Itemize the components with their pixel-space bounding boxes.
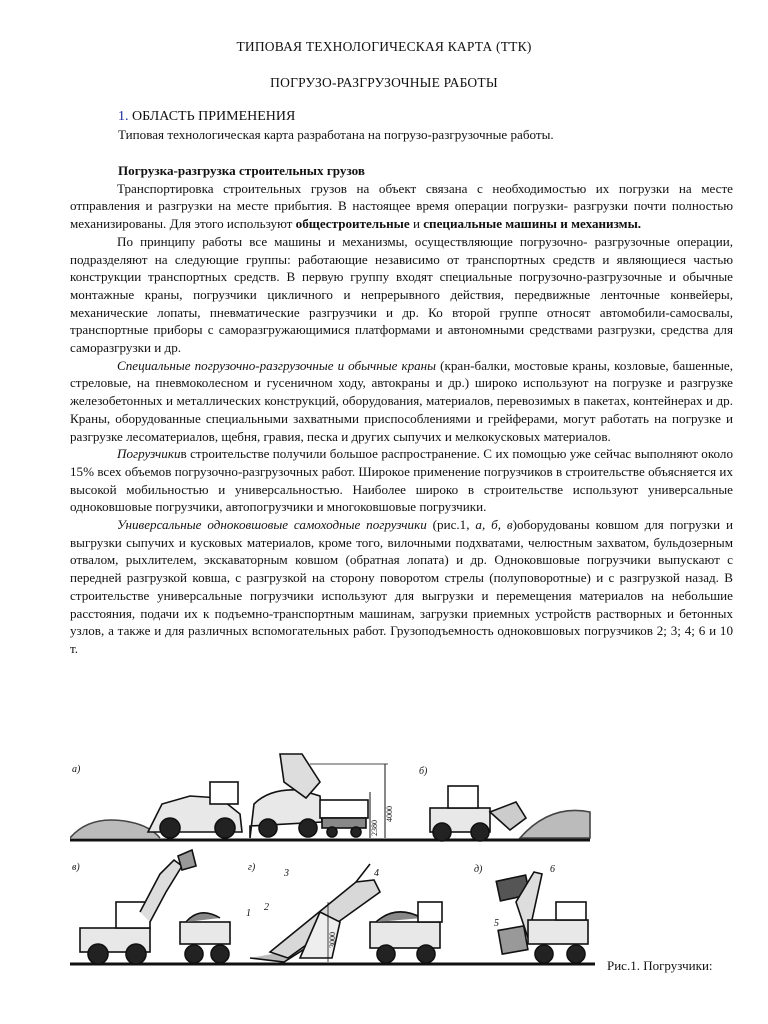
doc-title: ТИПОВАЯ ТЕХНОЛОГИЧЕСКАЯ КАРТА (ТТК) bbox=[236, 39, 532, 54]
paragraph-2: По принципу работы все машины и механизмы, осуществляющие погрузочно- разгрузочные операции, подразделяют на следующие группы: работающие независимо от транспортных средств и являющиеся частью конструкции транспортных средств. В первую группу входят специальные погрузочно-разгрузочные и обычные монтажные краны, погрузчики цикличного и непрерывного действия, передвижные ленточные конвейеры, механические лопаты, пневматические разгрузчики и др. Ко второй группе относят автомобили-самосвалы, транспортные приборы с саморазгружающимися платформами и автономными средствами разгрузки, средства для саморазгрузки и др. bbox=[70, 233, 733, 356]
section-heading bbox=[118, 109, 295, 125]
paragraph-5: Универсальные одноковшовые самоходные погрузчики (рис.1, а, б, в)оборудованы ковшом для погрузки и выгрузки сыпучих и кусковых материалов, кроме того, вилочными подхватами, челюстным захватом, бульдозерным отвалом, рыхлителем, экскаваторным ковшом (обратная лопата) и др. Одноковшовые погрузчики выпускают с передней разгрузкой ковша, с разгрузкой на сторону поворотом стрелы (полуповоротные) и с разгрузкой назад. В строительстве универсальные погрузчики используют для выгрузки и перемещения материалов на небольшие расстояния, подачи их к подъемно-транспортным машинам, загрузки приемных устройств растворных и бетонных узлов, а также и для различных вспомогательных работ. Грузоподъемность одноковшовых погрузчиков 2; 3; 4; 6 и 10 т. bbox=[70, 517, 733, 656]
callout-2: 2 bbox=[264, 902, 269, 913]
callout-4: 4 bbox=[374, 868, 379, 879]
section-title: ОБЛАСТЬ ПРИМЕНЕНИЯ bbox=[132, 109, 296, 124]
loaders-figure bbox=[70, 752, 600, 974]
label-a: а) bbox=[72, 764, 81, 775]
body-text bbox=[70, 162, 733, 658]
dim-2380: 2380 bbox=[370, 820, 379, 836]
doc-subtitle: ПОГРУЗО-РАЗГРУЗОЧНЫЕ РАБОТЫ bbox=[270, 75, 498, 90]
intro-text: Типовая технологическая карта разработана на погрузо-разгрузочные работы. bbox=[118, 127, 554, 142]
callout-3: 3 bbox=[284, 868, 289, 879]
dim-4000: 4000 bbox=[385, 806, 394, 822]
paragraph-1: Транспортировка строительных грузов на объект связана с необходимостью их погрузки на месте отправления и разгрузки на месте прибытия. В настоящее время операции погрузки- разгрузки почти полностью механизированы. Для этого используют общестроительные и специальные машины и механизмы. bbox=[70, 180, 733, 232]
dim-3000: 3000 bbox=[328, 932, 337, 948]
subheading: Погрузка-разгрузка строительных грузов bbox=[118, 163, 365, 178]
callout-5: 5 bbox=[494, 918, 499, 929]
section-number: 1. bbox=[118, 109, 129, 124]
label-v: в) bbox=[72, 862, 80, 873]
figure-caption: Рис.1. Погрузчики: bbox=[607, 958, 713, 973]
paragraph-4: Погрузчикив строительстве получили большое распространение. С их помощью уже сейчас выполняют около 15% всех объемов погрузочно-разгрузочных работ. Широкое применение погрузчиков в строительстве объясняется их высокой мобильностью и универсальностью. Наиболее широко в строительстве используют универсальные одноковшовые погрузчики, автопогрузчики и многоковшовые погрузчики. bbox=[70, 446, 733, 515]
label-b: б) bbox=[419, 766, 428, 777]
callout-6: 6 bbox=[550, 864, 555, 875]
callout-1: 1 bbox=[246, 908, 251, 919]
label-g: г) bbox=[248, 862, 256, 873]
label-d: д) bbox=[474, 864, 483, 875]
paragraph-3: Специальные погрузочно-разгрузочные и обычные краны (кран-балки, мостовые краны, козловые, башенные, стреловые, на пневмоколесном и гусеничном ходу, автокраны и др.) широко используют на погрузке и разгрузке железобетонных и металлических конструкций, оборудования, материалов, перевозимых в пакетах, контейнерах и др. Краны, оборудованные специальными захватными приспособлениями и грейферами, могут работать на погрузке и разгрузке лесоматериалов, щебня, гравия, песка и других сыпучих и мелкокусковых материалов. bbox=[70, 357, 734, 444]
